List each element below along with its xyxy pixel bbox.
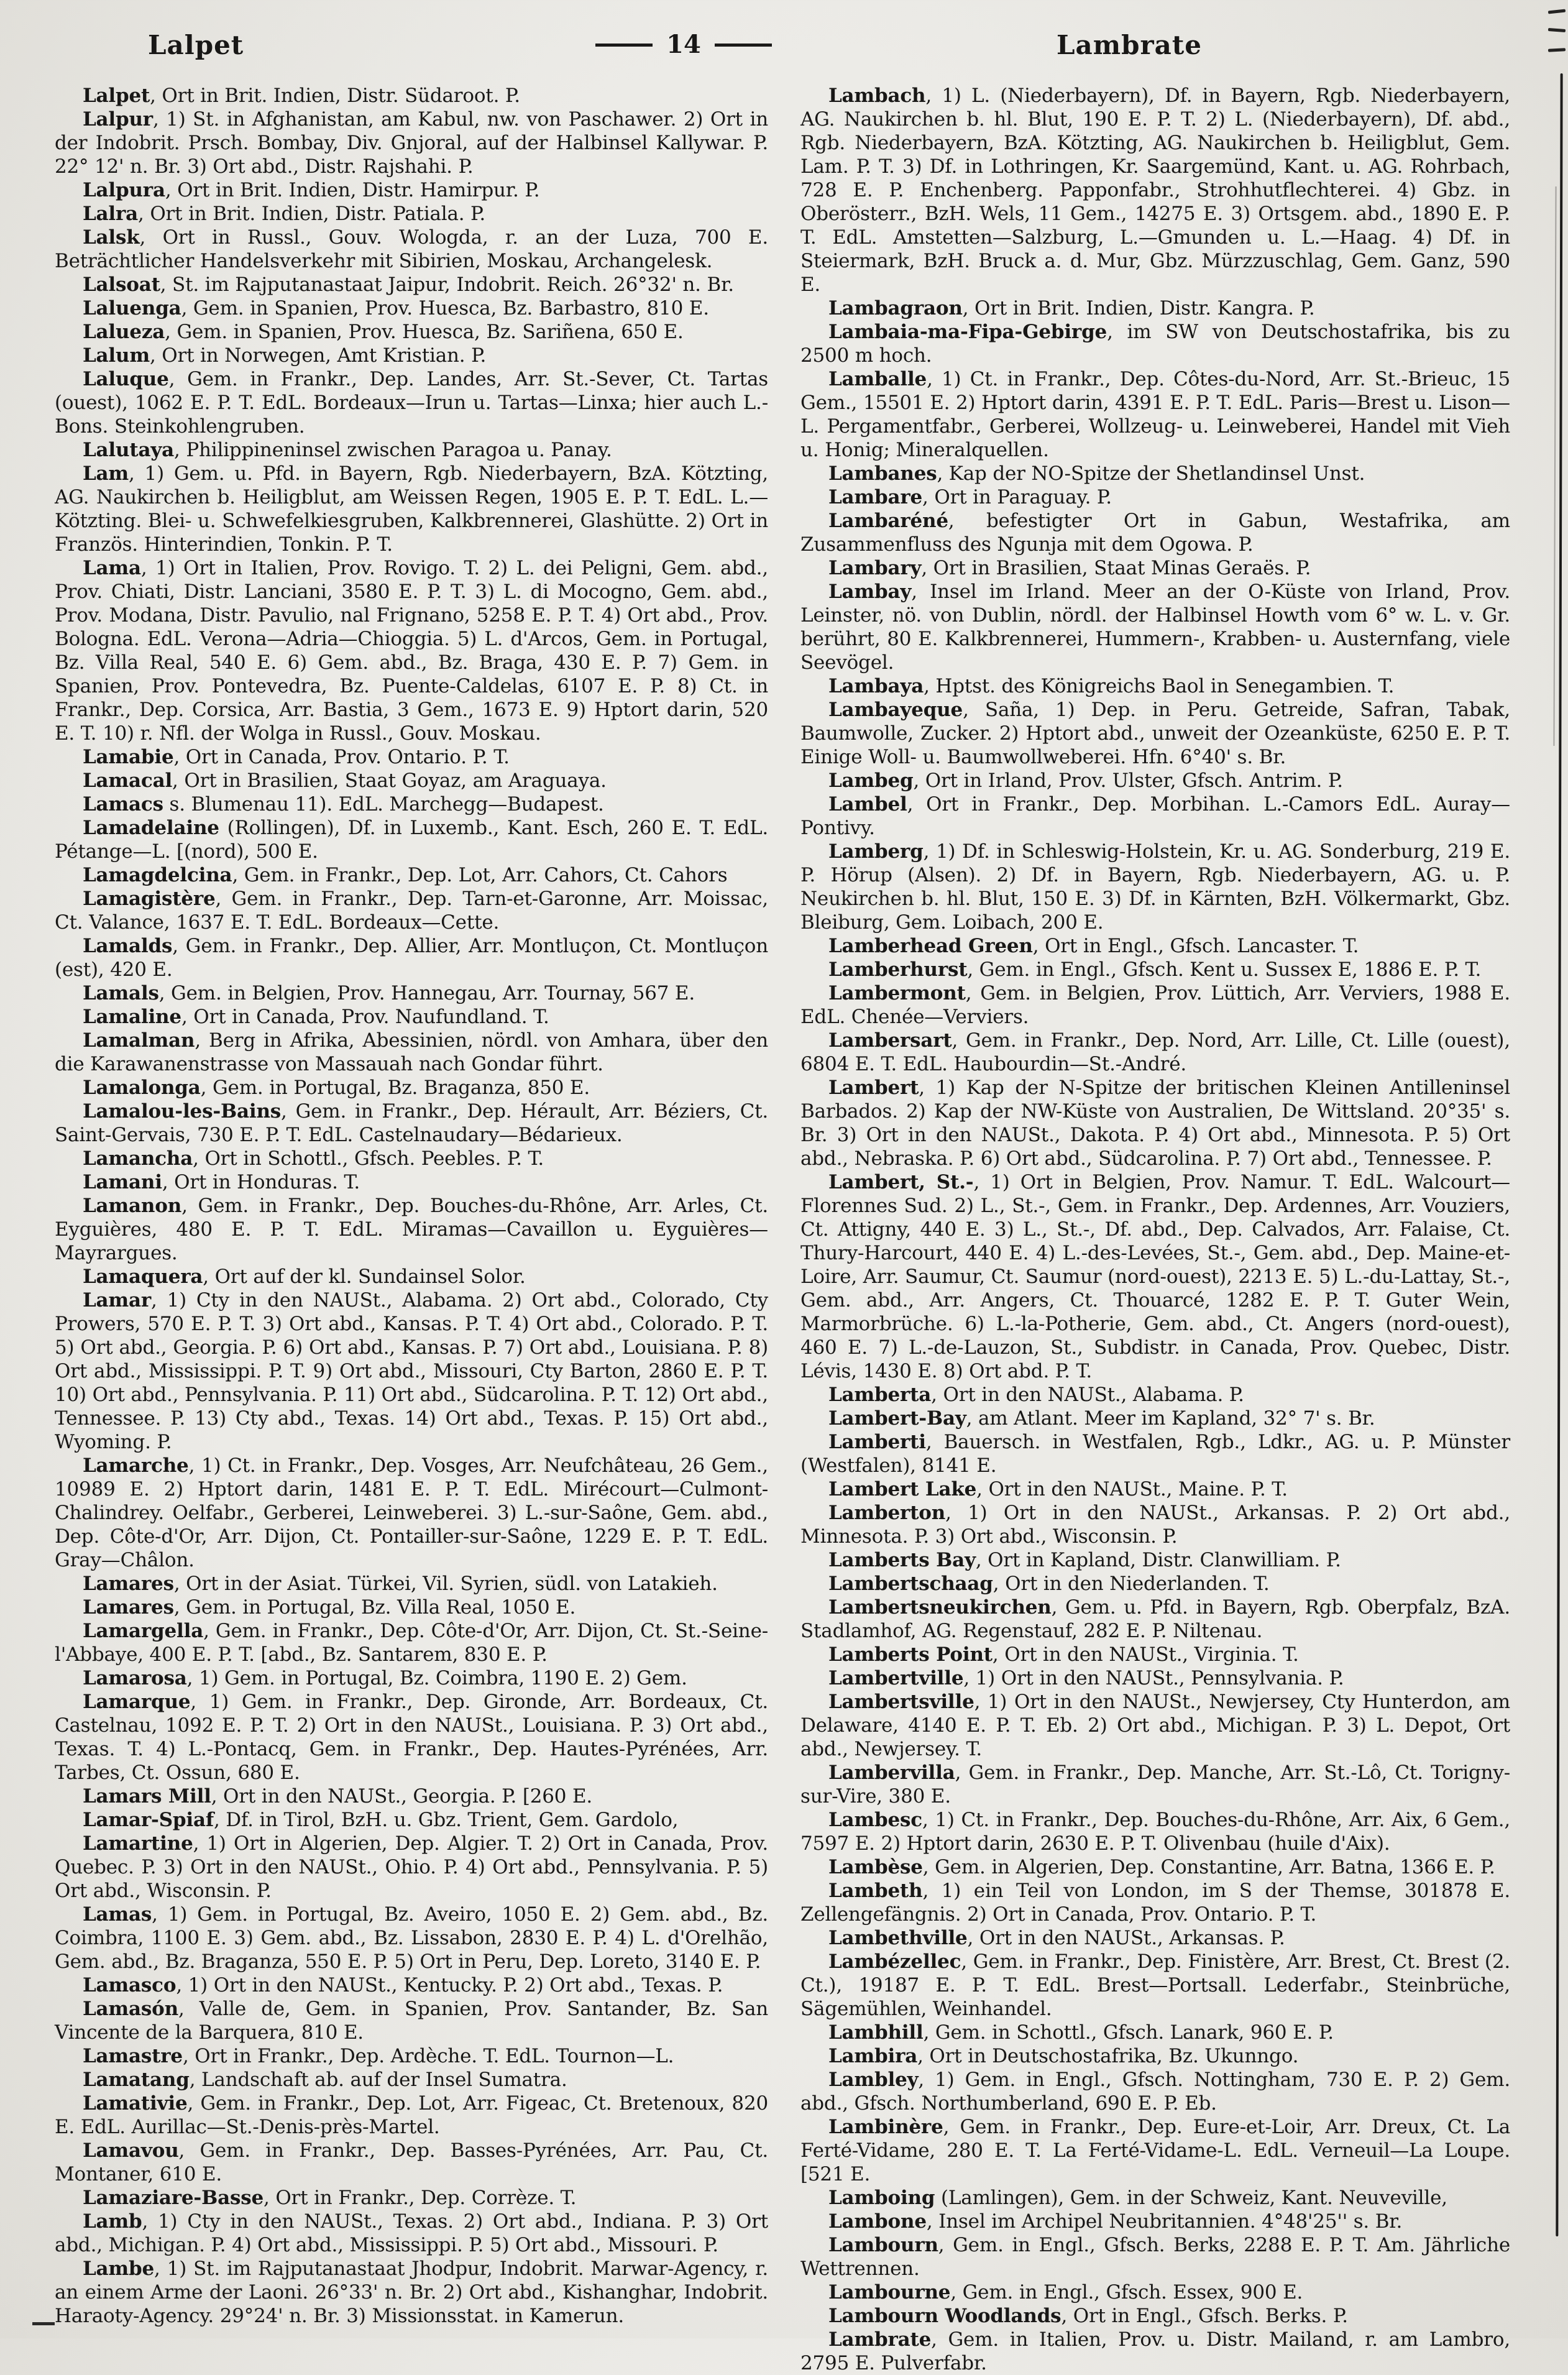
gazetteer-entry: Lamberhead Green, Ort in Engl., Gfsch. Lancaster. T.: [828, 935, 1359, 957]
entry-headword: Lamberhead Green: [828, 935, 1033, 957]
entry-headword: Lambanes: [828, 462, 937, 485]
entry-headword: Lamaline: [82, 1006, 181, 1028]
entry-headword: Lamancha: [82, 1147, 193, 1170]
entry-headword: Lambare: [828, 486, 923, 508]
gazetteer-entry: Lalpura, Ort in Brit. Indien, Distr. Hamirpur. P.: [82, 179, 540, 201]
entry-headword: Lamas: [82, 1903, 152, 1926]
entry-headword: Lambel: [828, 793, 907, 815]
entry-headword: Lamargella: [82, 1620, 204, 1642]
entry-headword: Lamastre: [82, 2045, 183, 2067]
entry-headword: Lambley: [828, 2069, 919, 2091]
entry-headword: Lamabie: [82, 746, 174, 768]
entry-headword: Lambert: [828, 1077, 919, 1099]
gazetteer-entry: Lamares, Gem. in Portugal, Bz. Villa Real, 1050 E.: [82, 1596, 576, 1619]
gazetteer-entry: Laluque, Gem. in Frankr., Dep. Landes, Arr. St.-Sever, Ct. Tartas (ouest), 1062 E. P. T. EdL. Bordeaux—Irun u. Tartas—Linxa; hier auch L.-Bons. Steinkohlengruben.: [55, 368, 768, 438]
entry-headword: Lambert-Bay: [828, 1407, 966, 1430]
entry-headword: Lambira: [828, 2045, 918, 2067]
entry-headword: Lambesc: [828, 1809, 922, 1831]
gazetteer-entry: Lambourn Woodlands, Ort in Engl., Gfsch. Berks. P.: [828, 2305, 1348, 2327]
entry-headword: Lamares: [82, 1596, 174, 1619]
entry-headword: Lambaya: [828, 675, 924, 697]
entry-headword: Lambaréné: [828, 510, 948, 532]
gazetteer-entry: Lambary, Ort in Brasilien, Staat Minas Geraës. P.: [828, 557, 1311, 579]
gazetteer-entry: Lambe, 1) St. im Rajputanastaat Jhodpur, Indobrit. Marwar-Agency, r. an einem Arme der Laoni. 26°33' n. Br. 2) Ort abd., Kishanghar, Indobrit. Haraoty-Agency. 29°24' n. Br. 3) Missionsstat. in Kamerun.: [55, 2258, 768, 2327]
entry-headword: Lamb: [82, 2210, 142, 2233]
entry-headword: Lalueza: [82, 321, 165, 343]
gazetteer-entry: Lam, 1) Gem. u. Pfd. in Bayern, Rgb. Niederbayern, BzA. Kötzting, AG. Naukirchen b. Heiligblut, am Weissen Regen, 1905 E. P. T. EdL. L.—Kötzting. Blei- u. Schwefelkiesgruben, Kalkbrennerei, Glashütte. 2) Ort in Französ. Hinterindien, Tonkin. P. T.: [55, 462, 768, 556]
gazetteer-entry: Lambrate, Gem. in Italien, Prov. u. Distr. Mailand, r. am Lambro, 2795 E. Pulverfabr.: [800, 2328, 1510, 2374]
gazetteer-entry: Lamarche, 1) Ct. in Frankr., Dep. Vosges, Arr. Neufchâteau, 26 Gem., 10989 E. 2) Hptort darin, 1481 E. P. T. EdL. Mirécourt—Culmont-Chalindrey. Oelfabr., Gerberei, Leinweberei. 3) L.-sur-Saône, Gem. abd., Dep. Côte-d'Or, Arr. Dijon, Ct. Pontailler-sur-Saône, 1229 E. P. T. EdL. Gray—Châlon.: [55, 1454, 768, 1571]
gazetteer-entry: Lamarosa, 1) Gem. in Portugal, Bz. Coimbra, 1190 E. 2) Gem.: [82, 1667, 687, 1689]
entry-headword: Lamaziare-Basse: [82, 2187, 264, 2209]
entry-headword: Lalra: [82, 203, 139, 225]
gazetteer-entry: Lambel, Ort in Frankr., Dep. Morbihan. L.-Camors EdL. Auray—Pontivy.: [800, 793, 1510, 839]
scan-edge-shadow: [1553, 186, 1556, 746]
entry-headword: Lambertsneukirchen: [828, 1596, 1052, 1619]
gazetteer-entry: Lamancha, Ort in Schottl., Gfsch. Peebles. P. T.: [82, 1147, 544, 1170]
gazetteer-entry: Lambare, Ort in Paraguay. P.: [828, 486, 1112, 508]
page-number: 14: [666, 30, 701, 59]
gazetteer-entry: Lalpet, Ort in Brit. Indien, Distr. Südaroot. P.: [82, 85, 520, 107]
gazetteer-entry: Lambervilla, Gem. in Frankr., Dep. Manche, Arr. St.-Lô, Ct. Torigny-sur-Vire, 380 E.: [800, 1762, 1510, 1808]
gazetteer-entry: Lamani, Ort in Honduras. T.: [82, 1171, 360, 1193]
entry-headword: Lambary: [828, 557, 922, 579]
entry-headword: Lambézellec: [828, 1950, 961, 1973]
gazetteer-entry: Lamb, 1) Cty in den NAUSt., Texas. 2) Ort abd., Indiana. P. 3) Ort abd., Michigan. P. 4) Ort abd., Mississippi. P. 5) Ort abd., Missouri. P.: [55, 2210, 768, 2256]
entry-headword: Lambhill: [828, 2021, 924, 2044]
gazetteer-entry: Lambaya, Hptst. des Königreichs Baol in Senegambien. T.: [828, 675, 1395, 697]
entry-headword: Lamberhurst: [828, 958, 968, 981]
gazetteer-entry: Lalutaya, Philippineninsel zwischen Paragoa u. Panay.: [82, 439, 612, 461]
entry-headword: Lamar: [82, 1289, 152, 1312]
running-header: [0, 30, 1568, 65]
entry-headword: Lambèse: [828, 1856, 923, 1878]
entry-headword: Lambeth: [828, 1880, 923, 1902]
gazetteer-entry: Lambone, Insel im Archipel Neubritannien. 4°48'25'' s. Br.: [828, 2210, 1403, 2233]
gazetteer-entry: Lambert Lake, Ort in den NAUSt., Maine. P. T.: [828, 1478, 1288, 1500]
gazetteer-entry: Lambourne, Gem. in Engl., Gfsch. Essex, 900 E.: [828, 2281, 1303, 2304]
entry-headword: Lamarque: [82, 1691, 191, 1713]
gazetteer-entry: Lambley, 1) Gem. in Engl., Gfsch. Nottingham, 730 E. P. 2) Gem. abd., Gfsch. Northumberland, 690 E. P. Eb.: [800, 2069, 1510, 2115]
entry-headword: Lambertsville: [828, 1691, 974, 1713]
entry-headword: Lamberton: [828, 1502, 946, 1524]
header-rule-left-icon: [595, 44, 653, 47]
gazetteer-entry: Lamagdelcina, Gem. in Frankr., Dep. Lot, Arr. Cahors, Ct. Cahors: [82, 864, 728, 886]
gazetteer-entry: Lambersart, Gem. in Frankr., Dep. Nord, Arr. Lille, Ct. Lille (ouest), 6804 E. T. EdL. Haubourdin—St.-André.: [800, 1029, 1510, 1075]
gazetteer-entry: Lamacs s. Blumenau 11). EdL. Marchegg—Budapest.: [82, 793, 604, 815]
entry-headword: Lalpura: [82, 179, 165, 201]
gazetteer-entry: Lambesc, 1) Ct. in Frankr., Dep. Bouches-du-Rhône, Arr. Aix, 6 Gem., 7597 E. 2) Hptort darin, 2630 E. P. T. Olivenbau (huile d'Aix).: [800, 1809, 1510, 1855]
entry-headword: Lamalou-les-Bains: [82, 1100, 282, 1123]
entry-headword: Lamacal: [82, 769, 173, 792]
entry-headword: Lalsk: [82, 226, 140, 249]
entry-headword: Lalsoat: [82, 273, 160, 296]
gazetteer-entry: Lamalman, Berg in Afrika, Abessinien, nördl. von Amhara, über den die Karawanenstrasse von Massauah nach Gondar führt.: [55, 1029, 768, 1075]
entry-headword: Lambe: [82, 2258, 155, 2280]
left-column: [55, 84, 768, 2328]
gazetteer-entry: Lamberts Point, Ort in den NAUSt., Virginia. T.: [828, 1643, 1299, 1666]
gazetteer-entry: Lamadelaine (Rollingen), Df. in Luxemb., Kant. Esch, 260 E. T. EdL. Pétange—L. [(nord), 500 E.: [55, 817, 768, 863]
gazetteer-entry: Lambermont, Gem. in Belgien, Prov. Lüttich, Arr. Verviers, 1988 E. EdL. Chenée—Verviers.: [800, 982, 1510, 1028]
gazetteer-entry: Lamballe, 1) Ct. in Frankr., Dep. Côtes-du-Nord, Arr. St.-Brieuc, 15 Gem., 15501 E. 2) Hptort darin, 4391 E. P. T. EdL. Paris—Brest u. Lison—L. Pergamentfabr., Gerberei, Wollzeug- u. Leinweberei, Handel mit Vieh u. Honig; Mineralquellen.: [800, 368, 1510, 461]
gazetteer-entry: Lambert, 1) Kap der N-Spitze der britischen Kleinen Antilleninsel Barbados. 2) Kap der NW-Küste von Australien, De Wittsland. 20°35' s. Br. 3) Ort in den NAUSt., Dakota. P. 4) Ort abd., Minnesota. P. 5) Ort abd., Nebraska. P. 6) Ort abd., Südcarolina. P. 7) Ort abd., Tennessee. P.: [800, 1077, 1510, 1170]
entry-headword: Lambervilla: [828, 1762, 955, 1784]
gazetteer-entry: Lamares, Ort in der Asiat. Türkei, Vil. Syrien, südl. von Latakieh.: [82, 1573, 718, 1595]
gazetteer-entry: Lambhill, Gem. in Schottl., Gfsch. Lanark, 960 E. P.: [828, 2021, 1334, 2044]
entry-headword: Lambertville: [828, 1667, 964, 1689]
entry-headword: Lamaquera: [82, 1266, 203, 1288]
entry-headword: Lamboing: [828, 2187, 935, 2209]
entry-headword: Lamani: [82, 1171, 162, 1193]
gazetteer-entry: Lalpur, 1) St. in Afghanistan, am Kabul, nw. von Paschawer. 2) Ort in der Indobrit. Prsch. Bombay, Div. Gnjoral, auf der Halbinsel Kallywar. P. 22° 12' n. Br. 3) Ort abd., Distr. Rajshahi. P.: [55, 108, 768, 178]
gazetteer-entry: Lamalou-les-Bains, Gem. in Frankr., Dep. Hérault, Arr. Béziers, Ct. Saint-Gervais, 730 E. P. T. EdL. Castelnaudary—Bédarieux.: [55, 1100, 768, 1146]
entry-headword: Lambert, St.-: [828, 1171, 974, 1193]
page-number-block: [547, 30, 820, 59]
gazetteer-entry: Lamarque, 1) Gem. in Frankr., Dep. Gironde, Arr. Bordeaux, Ct. Castelnau, 1092 E. P. T. 2) Ort in den NAUSt., Louisiana. P. 3) Ort abd., Texas. T. 4) L.-Pontacq, Gem. in Frankr., Dep. Hautes-Pyrénées, Arr. Tarbes, Ct. Ossun, 680 E.: [55, 1691, 768, 1784]
gazetteer-entry: Lambourn, Gem. in Engl., Gfsch. Berks, 2288 E. P. T. Am. Jährliche Wettrennen.: [800, 2234, 1510, 2280]
gazetteer-entry: Lamargella, Gem. in Frankr., Dep. Côte-d'Or, Arr. Dijon, Ct. St.-Seine-l'Abbaye, 400 E. P. T. [abd., Bz. Santarem, 830 E. P.: [55, 1620, 768, 1666]
entry-headword: Lambaia-ma-Fipa-Gebirge: [828, 321, 1107, 343]
entry-headword: Lamberts Point: [828, 1643, 993, 1666]
gazetteer-entry: Lambertville, 1) Ort in den NAUSt., Pennsylvania. P.: [828, 1667, 1344, 1689]
gazetteer-entry: Lama, 1) Ort in Italien, Prov. Rovigo. T. 2) L. dei Peligni, Gem. abd., Prov. Chiati, Distr. Lanciani, 3580 E. P. T. 3) L. di Mocogno, Gem. abd., Prov. Modana, Distr. Pavulio, nal Frignano, 5258 E. P. T. 4) Ort abd., Prov. Bologna. EdL. Verona—Adria—Chioggia. 5) L. d'Arcos, Gem. in Portugal, Bz. Villa Real, 540 E. 6) Gem. abd., Bz. Braga, 430 E. P. 7) Gem. in Spanien, Prov. Pontevedra, Bz. Puente-Caldelas, 6107 E. P. 8) Ct. in Frankr., Dep. Corsica, Arr. Bastia, 3 Gem., 1673 E. 9) Hptort darin, 520 E. T. 10) r. Nfl. der Wolga in Russl., Gouv. Moskau.: [55, 557, 768, 745]
gazetteer-entry: Lamboing (Lamlingen), Gem. in der Schweiz, Kant. Neuveville,: [828, 2187, 1447, 2209]
gazetteer-entry: Lamberhurst, Gem. in Engl., Gfsch. Kent u. Sussex E, 1886 E. P. T.: [828, 958, 1482, 981]
entry-headword: Lalpet: [82, 85, 150, 107]
entry-headword: Lalpur: [82, 108, 153, 131]
entry-headword: Laluque: [82, 368, 169, 390]
gazetteer-entry: Lamalonga, Gem. in Portugal, Bz. Braganza, 850 E.: [82, 1077, 590, 1099]
entry-headword: Lamartine: [82, 1832, 193, 1855]
gazetteer-entry: Lambach, 1) L. (Niederbayern), Df. in Bayern, Rgb. Niederbayern, AG. Naukirchen b. hl. Blut, 190 E. P. T. 2) L. (Niederbayern), Df. abd., Rgb. Niederbayern, BzA. Kötzting, AG. Naukirchen b. Heiligblut, Gem. Lam. P. T. 3) Df. in Lothringen, Kr. Saargemünd, Kant. u. AG. Rohrbach, 728 E. P. Enchenberg. Papponfabr., Strohhutflechterei. 4) Gbz. in Oberösterr., BzH. Wels, 11 Gem., 14275 E. 3) Ortsgem. abd., 1890 E. P. T. EdL. Amstetten—Salzburg, L.—Gmunden u. L.—Haag. 4) Df. in Steiermark, BzH. Bruck a. d. Mur, Gbz. Mürzzuschlag, Gem. Ganz, 590 E.: [800, 85, 1510, 296]
entry-headword: Lamalman: [82, 1029, 195, 1052]
entry-headword: Lamarosa: [82, 1667, 187, 1689]
gazetteer-entry: Lambay, Insel im Irland. Meer an der O-Küste von Irland, Prov. Leinster, nö. von Dublin, nördl. der Halbinsel Howth vom 6° w. L. v. Gr. berührt, 80 E. Kalkbrennerei, Hummern-, Krabben- u. Austernfang, viele Seevögel.: [800, 581, 1510, 674]
entry-headword: Lamadelaine: [82, 817, 219, 839]
gazetteer-entry: Lamatang, Landschaft ab. auf der Insel Sumatra.: [82, 2069, 567, 2091]
entry-headword: Lambethville: [828, 1927, 968, 1949]
gazetteer-entry: Lamasón, Valle de, Gem. in Spanien, Prov. Santander, Bz. San Vincente de la Barquera, 810 E.: [55, 1998, 768, 2044]
gazetteer-entry: Lambèse, Gem. in Algerien, Dep. Constantine, Arr. Batna, 1366 E. P.: [828, 1856, 1495, 1878]
entry-headword: Lamberts Bay: [828, 1549, 976, 1571]
gazetteer-entry: Lambira, Ort in Deutschostafrika, Bz. Ukunngo.: [828, 2045, 1299, 2067]
entry-headword: Lamatang: [82, 2069, 190, 2091]
gazetteer-entry: Lamastre, Ort in Frankr., Dep. Ardèche. T. EdL. Tournon—L.: [82, 2045, 674, 2067]
entry-headword: Lamalds: [82, 935, 173, 957]
gazetteer-entry: Lamagistère, Gem. in Frankr., Dep. Tarn-et-Garonne, Arr. Moissac, Ct. Valance, 1637 E. T. EdL. Bordeaux—Cette.: [55, 888, 768, 934]
entry-headword: Lambert Lake: [828, 1478, 977, 1500]
gazetteer-entry: Lamberti, Bauersch. in Westfalen, Rgb., Ldkr., AG. u. P. Münster (Westfalen), 8141 E.: [800, 1431, 1510, 1477]
entry-headword: Lambeg: [828, 769, 914, 792]
gazetteer-entry: Lambaia-ma-Fipa-Gebirge, im SW von Deutschostafrika, bis zu 2500 m hoch.: [800, 321, 1510, 367]
entry-headword: Lamberti: [828, 1431, 926, 1453]
entry-headword: Lambertschaag: [828, 1573, 993, 1595]
entry-headword: Lambrate: [828, 2328, 932, 2351]
gazetteer-entry: Lalsk, Ort in Russl., Gouv. Wologda, r. an der Luza, 700 E. Beträchtlicher Handelsverkehr mit Sibirien, Moskau, Archangelesk.: [55, 226, 768, 272]
gazetteer-entry: Lamanon, Gem. in Frankr., Dep. Bouches-du-Rhône, Arr. Arles, Ct. Eyguières, 480 E. P. T. EdL. Miramas—Cavaillon u. Eyguières—Mayrargues.: [55, 1195, 768, 1264]
entry-headword: Lambourn: [828, 2234, 938, 2256]
gazetteer-entry: Lamaziare-Basse, Ort in Frankr., Dep. Corrèze. T.: [82, 2187, 577, 2209]
entry-headword: Lamagistère: [82, 888, 216, 910]
gazetteer-entry: Lamas, 1) Gem. in Portugal, Bz. Aveiro, 1050 E. 2) Gem. abd., Bz. Coimbra, 1100 E. 3) Gem. abd., Bz. Lissabon, 2830 E. P. 4) L. d'Orelhão, Gem. abd., Bz. Braganza, 550 E. P. 5) Ort in Peru, Dep. Loreto, 3140 E. P.: [55, 1903, 768, 1973]
entry-headword: Lamballe: [828, 368, 927, 390]
gazetteer-entry: Lambethville, Ort in den NAUSt., Arkansas. P.: [828, 1927, 1285, 1949]
entry-headword: Lamasón: [82, 1998, 178, 2020]
entry-headword: Lambay: [828, 581, 912, 603]
gazetteer-entry: Lamberton, 1) Ort in den NAUSt., Arkansas. P. 2) Ort abd., Minnesota. P. 3) Ort abd., Wisconsin. P.: [800, 1502, 1510, 1548]
entry-headword: Lamativie: [82, 2092, 188, 2115]
gazetteer-entry: Lamals, Gem. in Belgien, Prov. Hannegau, Arr. Tournay, 567 E.: [82, 982, 695, 1004]
entry-headword: Lambourn Woodlands: [828, 2305, 1061, 2327]
gazetteer-entry: Lambagraon, Ort in Brit. Indien, Distr. Kangra. P.: [828, 297, 1315, 319]
entry-headword: Lamasco: [82, 1974, 177, 1996]
entry-headword: Lamarche: [82, 1454, 189, 1477]
gazetteer-entry: Lambert, St.-, 1) Ort in Belgien, Prov. Namur. T. EdL. Walcourt—Florennes Sud. 2) L., St.-, Gem. in Frankr., Dep. Ardennes, Arr. Vouziers, Ct. Attigny, 440 E. 3) L., St.-, Df. abd., Dep. Calvados, Arr. Falaise, Ct. Thury-Harcourt, 440 E. 4) L.-des-Levées, St.-, Gem. abd., Dep. Maine-et-Loire, Arr. Saumur, Ct. Saumur (nord-ouest), 2213 E. 5) L.-du-Lattay, St.-, Gem. abd., Arr. Angers, Ct. Thouarcé, 1282 E. P. T. Guter Wein, Marmorbrüche. 6) L.-la-Potherie, Gem. abd., Ct. Angers (nord-ouest), 460 E. 7) L.-de-Lauzon, St., Subdistr. in Canada, Prov. Quebec, Distr. Lévis, 1430 E. 8) Ort abd. P. T.: [800, 1171, 1510, 1382]
entry-headword: Lamberg: [828, 840, 924, 863]
header-catchword-right: Lambrate: [1057, 30, 1203, 60]
entry-headword: Lamavou: [82, 2139, 179, 2162]
gazetteer-entry: Lambertschaag, Ort in den Niederlanden. T.: [828, 1573, 1270, 1595]
gazetteer-entry: Lamalds, Gem. in Frankr., Dep. Allier, Arr. Montluçon, Ct. Montluçon (est), 420 E.: [55, 935, 768, 981]
gazetteer-entry: Lamabie, Ort in Canada, Prov. Ontario. P. T.: [82, 746, 510, 768]
scan-mark: [1548, 9, 1566, 14]
entry-headword: Lamalonga: [82, 1077, 201, 1099]
gazetteer-entry: Lamar-Spiaf, Df. in Tirol, BzH. u. Gbz. Trient, Gem. Gardolo,: [82, 1809, 679, 1831]
gazetteer-entry: Lambanes, Kap der NO-Spitze der Shetlandinsel Unst.: [828, 462, 1365, 485]
scan-edge-line: [1556, 73, 1562, 2236]
gazetteer-entry: Lamaline, Ort in Canada, Prov. Naufundland. T.: [82, 1006, 549, 1028]
gazetteer-entry: Lambayeque, Saña, 1) Dep. in Peru. Getreide, Safran, Tabak, Baumwolle, Zucker. 2) Hptort abd., unweit der Ozeanküste, 6250 E. P. T. Einige Woll- u. Baumwollweberei. Hfn. 6°40' s. Br.: [800, 699, 1510, 768]
entry-headword: Lamars Mill: [82, 1785, 211, 1808]
header-rule-right-icon: [715, 44, 772, 47]
gazetteer-entry: Lambaréné, befestigter Ort in Gabun, Westafrika, am Zusammenfluss des Ngunja mit dem Ogowa. P.: [800, 510, 1510, 556]
gazetteer-entry: Lamars Mill, Ort in den NAUSt., Georgia. P. [260 E.: [82, 1785, 593, 1808]
gazetteer-entry: Lambertsneukirchen, Gem. u. Pfd. in Bayern, Rgb. Oberpfalz, BzA. Stadlamhof, AG. Regenstauf, 282 E. P. Niltenau.: [800, 1596, 1510, 1642]
entry-headword: Lamares: [82, 1573, 174, 1595]
entry-headword: Lambach: [828, 85, 926, 107]
gazetteer-entry: Lamativie, Gem. in Frankr., Dep. Lot, Arr. Figeac, Ct. Bretenoux, 820 E. EdL. Aurillac—St.-Denis-près-Martel.: [55, 2092, 768, 2138]
entry-headword: Laluenga: [82, 297, 181, 319]
gazetteer-entry: Lambert-Bay, am Atlant. Meer im Kapland, 32° 7' s. Br.: [828, 1407, 1375, 1430]
entry-headword: Lambermont: [828, 982, 966, 1004]
gazetteer-entry: Lambeth, 1) ein Teil von London, im S der Themse, 301878 E. Zellengefängnis. 2) Ort in Canada, Prov. Ontario. P. T.: [800, 1880, 1510, 1926]
gazetteer-entry: Lalra, Ort in Brit. Indien, Distr. Patiala. P.: [82, 203, 486, 225]
gazetteer-entry: Lamar, 1) Cty in den NAUSt., Alabama. 2) Ort abd., Colorado, Cty Prowers, 570 E. P. T. 3) Ort abd., Kansas. P. T. 4) Ort abd., Colorado. P. T. 5) Ort abd., Georgia. P. 6) Ort abd., Kansas. P. 7) Ort abd., Louisiana. P. 8) Ort abd., Mississippi. P. T. 9) Ort abd., Missouri, Cty Barton, 2860 E. P. T. 10) Ort abd., Pennsylvania. P. 11) Ort abd., Südcarolina. P. T. 12) Ort abd., Tennessee. P. 13) Cty abd., Texas. 14) Ort abd., Texas. P. 15) Ort abd., Wyoming. P.: [55, 1289, 768, 1453]
entry-headword: Lamanon: [82, 1195, 182, 1217]
header-catchword-left: Lalpet: [148, 30, 244, 60]
entry-headword: Lambayeque: [828, 699, 963, 721]
entry-headword: Lamberta: [828, 1384, 932, 1406]
entry-headword: Lamagdelcina: [82, 864, 232, 886]
gazetteer-entry: Lalsoat, St. im Rajputanastaat Jaipur, Indobrit. Reich. 26°32' n. Br.: [82, 273, 734, 296]
gazetteer-entry: Lambertsville, 1) Ort in den NAUSt., Newjersey, Cty Hunterdon, am Delaware, 4140 E. P. T. Eb. 2) Ort abd., Michigan. P. 3) L. Depot, Ort abd., Newjersey. T.: [800, 1691, 1510, 1760]
gazetteer-entry: Lamavou, Gem. in Frankr., Dep. Basses-Pyrénées, Arr. Pau, Ct. Montaner, 610 E.: [55, 2139, 768, 2185]
gazetteer-entry: Lamaquera, Ort auf der kl. Sundainsel Solor.: [82, 1266, 526, 1288]
gazetteer-entry: Lambézellec, Gem. in Frankr., Dep. Finistère, Arr. Brest, Ct. Brest (2. Ct.), 19187 E. P. T. EdL. Brest—Portsall. Lederfabr., Steinbrüche, Sägemühlen, Weinhandel.: [800, 1950, 1510, 2020]
entry-headword: Lambone: [828, 2210, 927, 2233]
gazetteer-entry: Lalueza, Gem. in Spanien, Prov. Huesca, Bz. Sariñena, 650 E.: [82, 321, 684, 343]
gazetteer-entry: Lambeg, Ort in Irland, Prov. Ulster, Gfsch. Antrim. P.: [828, 769, 1343, 792]
entry-headword: Lamals: [82, 982, 159, 1004]
entry-headword: Lamar-Spiaf: [82, 1809, 214, 1831]
entry-headword: Lalum: [82, 344, 150, 367]
entry-headword: Lamacs: [82, 793, 163, 815]
gazetteer-entry: Lamartine, 1) Ort in Algerien, Dep. Algier. T. 2) Ort in Canada, Prov. Quebec. P. 3) Ort in den NAUSt., Ohio. P. 4) Ort abd., Pennsylvania. P. 5) Ort abd., Wisconsin. P.: [55, 1832, 768, 1902]
scan-corner-mark: [32, 2322, 55, 2325]
gazetteer-entry: Laluenga, Gem. in Spanien, Prov. Huesca, Bz. Barbastro, 810 E.: [82, 297, 709, 319]
gazetteer-entry: Lamberg, 1) Df. in Schleswig-Holstein, Kr. u. AG. Sonderburg, 219 E. P. Hörup (Alsen). 2) Df. in Bayern, Rgb. Niederbayern, AG. u. P. Neukirchen b. hl. Blut, 150 E. 3) Df. in Kärnten, BzH. Völkermarkt, Gbz. Bleiburg, Gem. Loibach, 200 E.: [800, 840, 1510, 934]
entry-headword: Lambersart: [828, 1029, 952, 1052]
gazetteer-entry: Lamberts Bay, Ort in Kapland, Distr. Clanwilliam. P.: [828, 1549, 1341, 1571]
gazetteer-entry: Lamacal, Ort in Brasilien, Staat Goyaz, am Araguaya.: [82, 769, 607, 792]
gazetteer-entry: Lambinère, Gem. in Frankr., Dep. Eure-et-Loir, Arr. Dreux, Ct. La Ferté-Vidame, 280 E. T. La Ferté-Vidame-L. EdL. Verneuil—La Loupe. [521 E.: [800, 2116, 1510, 2185]
gazetteer-entry: Lamasco, 1) Ort in den NAUSt., Kentucky. P. 2) Ort abd., Texas. P.: [82, 1974, 723, 1996]
entry-headword: Lambourne: [828, 2281, 951, 2304]
right-column: [800, 84, 1510, 2375]
gazetteer-entry: Lalum, Ort in Norwegen, Amt Kristian. P.: [82, 344, 487, 367]
gazetteer-entry: Lamberta, Ort in den NAUSt., Alabama. P.: [828, 1384, 1244, 1406]
entry-headword: Lam: [82, 462, 129, 485]
entry-headword: Lambagraon: [828, 297, 963, 319]
entry-headword: Lalutaya: [82, 439, 175, 461]
entry-headword: Lama: [82, 557, 141, 579]
entry-headword: Lambinère: [828, 2116, 943, 2138]
